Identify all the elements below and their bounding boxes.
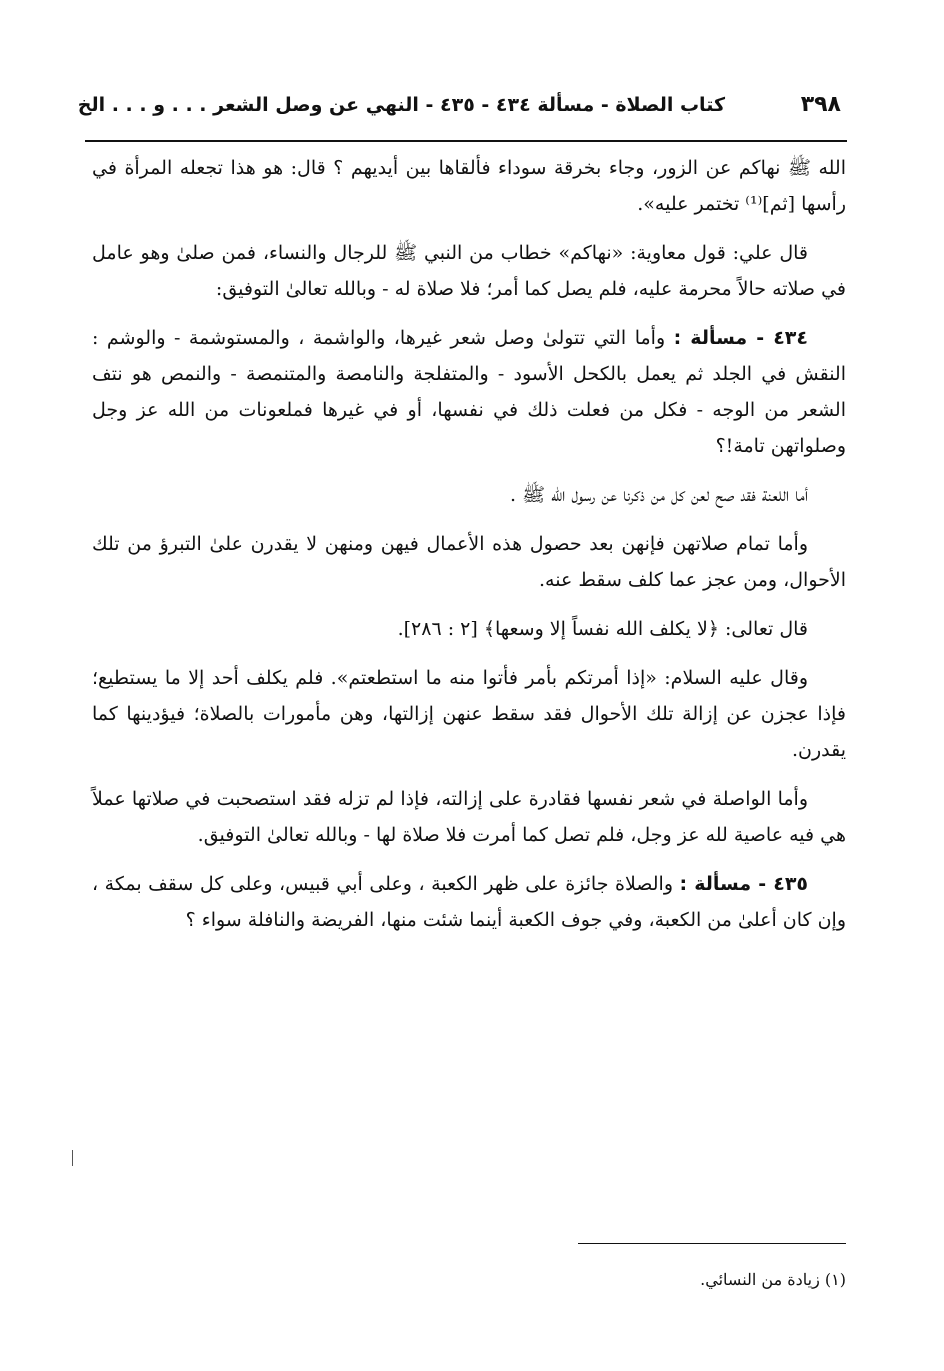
body-text (92, 150, 846, 951)
paragraph-text: والصلاة جائزة على ظهر الكعبة ، وعلى أبي قبيس، وعلى كل سقف بمكة ، وإن كان أعلىٰ من الكعبة، وفي جوف الكعبة أينما شئت منها، الفريضة والنافلة سواء ؟ (92, 873, 846, 931)
paragraph-text: وقال عليه السلام: «إذا أمرتكم بأمر فأتوا منه ما استطعتم». فلم يكلف أحد إلا ما يستطيع؛ فإذا عجزن عن إزالة تلك الأحوال فقد سقط عنهن إزالتها، وهن مأمورات بالصلاة؛ فيؤدينها كما يقدرن. (92, 667, 846, 761)
masala-label: ٤٣٥ - مسألة : (679, 873, 809, 895)
footnote: (١) زيادة من النسائي. (700, 1270, 846, 1289)
paragraph-text: وأما التي تتولىٰ وصل شعر غيرها، والواشمة ، والمستوشمة - والوشم : النقش في الجلد ثم يعمل بالكحل الأسود - والمتفلجة والنامصة والمتنمصة - والنمص هو نتف الشعر من الوجه - فكل من فعلت ذلك في نفسها، أو في غيرها فملعونات من الله عز وجل وصلواتهن تامة!؟ (92, 327, 846, 457)
running-header (77, 88, 845, 128)
paragraph-text: وأما الواصلة في شعر نفسها فقادرة على إزالته، فإذا لم تزله فقد استصحبت في صلاتها عملاً هي فيه عاصية لله عز وجل، فلم تصل كما أمرت فلا صلاة لها - وبالله تعالىٰ التوفيق. (92, 788, 846, 846)
paragraph-masala-434 (92, 320, 846, 464)
paragraph-hadith (92, 660, 846, 768)
masala-label: ٤٣٤ - مسألة : (673, 327, 808, 349)
paragraph-text: أما اللعنة فقد صح لعن كل من ذكرنا عن رسول الله ﷺ . (510, 484, 808, 506)
paragraph-continuation (92, 150, 846, 222)
header-rule (85, 140, 847, 142)
paragraph-text: وأما تمام صلاتهن فإنهن بعد حصول هذه الأعمال فيهن ومنهن لا يقدرن علىٰ التبرؤ من تلك الأحوال، ومن عجز عما كلف سقط عنه. (92, 533, 846, 591)
paragraph-masala-435 (92, 866, 846, 938)
paragraph-text: الله ﷺ نهاكم عن الزور، وجاء بخرقة سوداء فألقاها بين أيديهم ؟ قال: هو هذا تجعله المرأة في رأسها [ثم]⁽¹⁾ تختمر عليه». (92, 157, 846, 215)
paragraph-text: قال تعالى: ﴿لا يكلف الله نفساً إلا وسعها﴾ [٢ : ٢٨٦]. (397, 618, 808, 640)
paragraph-prayer-validity (92, 526, 846, 598)
paragraph-text: قال علي: قول معاوية: «نهاكم» خطاب من النبي ﷺ للرجال والنساء، فمن صلىٰ وهو عامل في صلاته حالاً محرمة عليه، فلم يصل كما أمر؛ فلا صلاة له - وبالله تعالىٰ التوفيق: (92, 242, 846, 300)
paragraph-quran-verse (92, 611, 846, 647)
paragraph-wasila (92, 781, 846, 853)
running-title: كتاب الصلاة - مسألة ٤٣٤ - ٤٣٥ - النهي عن وصل الشعر . . . و . . . الخ (77, 94, 725, 116)
page-number: ٣٩٨ (800, 92, 841, 117)
footnote-rule (578, 1243, 846, 1244)
margin-mark (72, 1150, 73, 1166)
paragraph-curse (92, 477, 846, 513)
paragraph-ali-comment (92, 235, 846, 307)
